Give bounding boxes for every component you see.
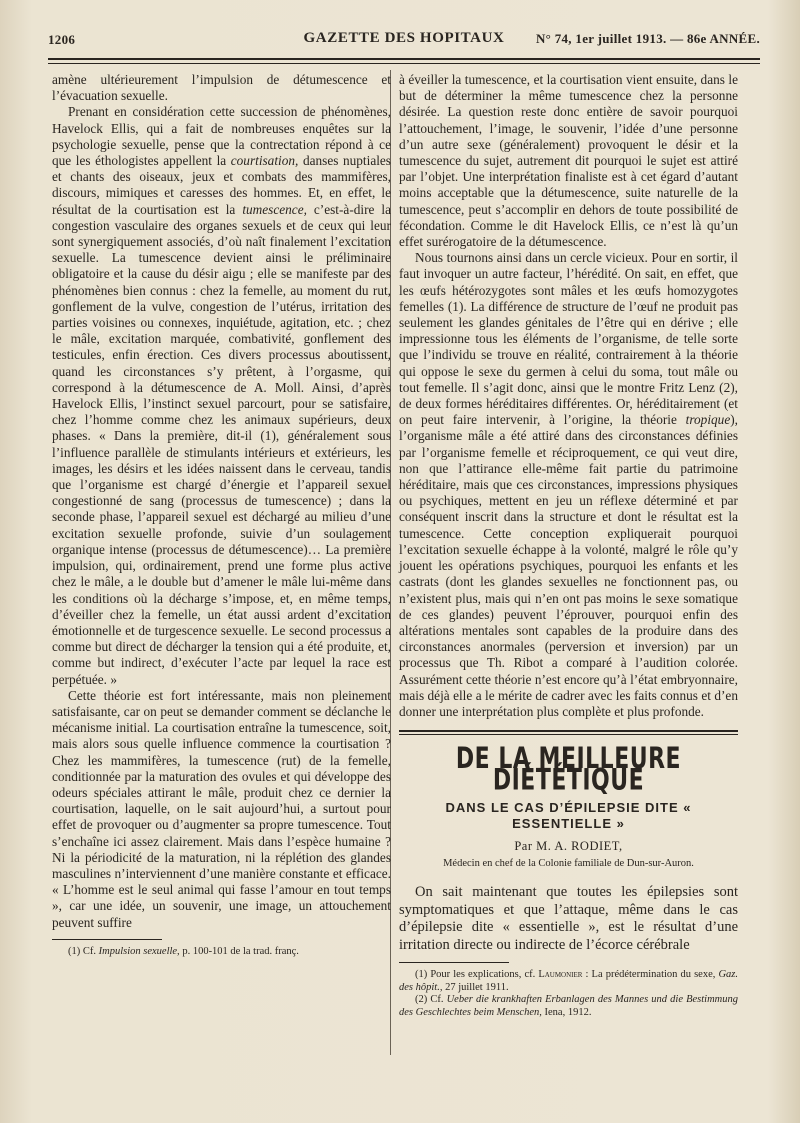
paragraph-text: ), l’organisme mâle a été attiré dans des circonstances définies par l’organisme femelle et réciproquement, ce qui veut dire, non que l’attirance elle-même fait partie du patrimoine héréditaire, mais que ces circonstances, impressions physiques ou psychiques, mettent en jeu un réflexe déterminé et par conséquent inscrit dans la structure et dont le résultat est la tumescence. Cette conception expliquerait pourquoi l’excitation sexuelle échappe à la volonté, malgré le rôle qu’y jouent les opérations psychiques, pourquoi les enfants et les castrats (dont les glandes sexuelles ne fonctionnent pas, ou n’existent plus, mais qui n’en ont pas moins le sexe somatique de ces glandes) peuvent l’éprouver, pourquoi enfin des altérations mentales sont capables de la produire dans des circonstances anormales (perversion et inversion) par un processus que Th. Ribot a comparé à l’audition colorée. Assurément cette théorie n’est encore qu’à l’état embryonnaire, mais déjà elle a le mérite de cadrer avec les faits connus et d’en donner une interprétation plus complète et plus profonde. xyxy=(399,412,738,719)
paragraph xyxy=(52,104,391,687)
article-subtitle: DANS LE CAS D’ÉPILEPSIE DITE « ESSENTIELLE » xyxy=(445,799,692,831)
footnote-text: (1) Cf. xyxy=(68,945,99,957)
italic-term: tropique xyxy=(685,412,731,428)
footnote-italic: Gaz. des hôpit., xyxy=(399,969,738,993)
header-rule-thin xyxy=(48,63,760,64)
paragraph-text: à éveiller la tumescence, et la courtisation vient ensuite, dans le but de déterminer la même tumescence chez la personne désirée. La question reste donc entière de savoir pourquoi l’attouchement, l’image, le souvenir, l’idée d’une personne d’un autre sexe (généralement) provoquent le désir et la tumescence du sujet, autrement dit pourquoi le sujet est attiré par l’objet. Une interprétation finaliste est à cet égard d’autant moins acceptable que la détumescence, suite naturelle de la tumescence, peut s’accomplir en dehors de toute possibilité de fécondation. Comme le dit Havelock Ellis, ce n’est là qu’un effet surérogatoire de la détumescence. xyxy=(399,72,738,250)
footnote xyxy=(399,994,738,1019)
article-rule-thin xyxy=(399,734,738,735)
paragraph xyxy=(52,72,391,104)
paragraph-text: Nous tournons ainsi dans un cercle vicieux. Pour en sortir, il faut invoquer un autre facteur, l’hérédité. On sait, en effet, que les œufs hétérozygotes sont mâles et les œufs homozygotes femelles (1). La différence de structure de l’œuf ne produit pas seulement les glandes génitales de l’être qui en dérive ; elle impressionne tous les éléments de l’organisme, de telle sorte que l’individu se trouve en réalité, contrairement à la théorie qui oppose le sexe du germen à celui du soma, tout mâle ou tout femelle. Il s’agit donc, ainsi que le montre Fritz Lenz (2), de deux formes héréditaires différentes. Or, héréditairement (et on peut faire intervenir, à l’origine, la théorie xyxy=(399,250,738,428)
paragraph-text: c’est-à-dire la congestion vasculaire des organes sexuels et de ceux qui leur sont synergiquement associés, d’où naît finalement l’excitation sexuelle. La tumescence devient ainsi le préliminaire obligatoire et la cause du désir aigu ; elle se manifeste par des phénomènes bien connus : chez la femelle, au moment du rut, gonflement de la vulve, congestion de l’utérus, irritation des parties voisines ou connexes, inquiétude, agitation, etc. ; chez le mâle, excitation marquée, combativité, gonflement des testicules, enfin érection. Ces divers processus aboutissent, quand les circonstances s’y prêtent, à l’orgasme, qui correspond à la détumescence de A. Moll. Ainsi, d’après Havelock Ellis, l’instinct sexuel parcourt, pour se satisfaire, chez l’homme comme chez les animaux supérieurs, deux phases. « Dans la première, dit-il (1), généralement sous l’influence parallèle de stimulants intérieurs et extérieurs, les images, les désirs et les idées naissent dans le cerveau, tandis que l’organisme est chargé d’énergie et l’appareil sexuel congestionné de sang (processus de tumescence) ; dans la seconde phase, l’appareil sexuel est déchargé au milieu d’une excitation sexuelle profonde, suivie d’un soulagement organique intense (processus de détumescence)… La première impulsion, qui, ordinairement, prend une forme plus active chez le mâle, a le double but d’amener le mâle lui-même dans les conditions où la décharge s’impose, et, en même temps, d’éveiller chez la femelle, un état aussi ardent d’excitation émotionnelle et de turgescence sexuelle. Le second processus a comme but direct de décharger la tension qui a été produite, et, comme but indirect, d’exécuter l’acte par lequel la race est perpétuée. » xyxy=(52,201,392,687)
journal-title: GAZETTE DES HOPITAUX xyxy=(303,30,505,46)
paragraph-text: amène ultérieurement l’impulsion de détumescence et l’évacuation sexuelle. xyxy=(52,72,391,104)
italic-term: tumescence, xyxy=(242,201,307,217)
paragraph-text: danses nuptiales et chants des oiseaux, jeux et combats des mammifères, discours, mimiques et caresses des hommes. Et, en effet, le résultat de la courtisation est la xyxy=(52,153,391,217)
article-byline: Par M. A. RODIET, xyxy=(514,838,623,853)
issue-info: N° 74, 1er juillet 1913. — 86e ANNÉE. xyxy=(535,31,760,46)
article-title: DE LA MEILLEURE DIÉTÉTIQUE xyxy=(455,742,682,798)
paragraph-text: Prenant en considération cette succession de phénomènes, Havelock Ellis, qui a fait de nombreuses enquêtes sur la psychologie sexuelle, pense que la contrectation répond à ce que les éthologistes appellent la xyxy=(52,104,391,169)
paragraph xyxy=(399,250,738,720)
article-lead-paragraph xyxy=(399,884,738,954)
paragraph xyxy=(399,72,738,250)
footnote-text: p. 100-101 de la trad. franç. xyxy=(179,945,299,957)
article-affiliation: Médecin en chef de la Colonie familiale de Dun-sur-Auron. xyxy=(443,858,694,870)
footnote-text: 27 juillet 1911. xyxy=(442,981,509,993)
left-column xyxy=(52,72,391,958)
footnote-rule xyxy=(399,962,509,963)
footnote-text: (2) Cf. xyxy=(415,994,447,1006)
page-number: 1206 xyxy=(48,32,76,47)
footnote-italic: Ueber die krankhaften Erbanlagen des Mannes und die Bestimmung des Geschlechtes beim Menschen, xyxy=(399,994,738,1018)
header-rule-thick xyxy=(48,58,760,60)
footnote-rule xyxy=(52,939,162,940)
footnote-text: Iena, 1912. xyxy=(541,1006,592,1018)
page-header xyxy=(48,30,760,52)
footnote-author: Laumonier xyxy=(538,969,583,981)
paragraph-text: Cette théorie est fort intéressante, mais non pleinement satisfaisante, car on peut se demander comment se déclanche le mécanisme initial. La courtisation entraîne la tumescence, soit, mais alors sous quelle influence commence la courtisation ? Chez les mammifères, la tumescence (rut) de la femelle, conditionnée par la maturation des ovules et qui développe des odeurs spéciales attirant le mâle, produit chez ce dernier la courtisation, laquelle, on le sait aujourd’hui, a surtout pour effet de provoquer ou d’augmenter sa propre tumescence. Tout s’enchaîne ici assez clairement. Mais dans l’espèce humaine ? Ni la périodicité de la maturation, ni la réplétion des glandes masculines n’interviennent d’une manière constante et efficace. « L’homme est le seul animal qui fasse l’amour en tout temps », car une idée, un souvenir, une image, un attouchement peuvent suffire xyxy=(52,687,391,930)
footnote-italic: Impulsion sexuelle, xyxy=(98,945,180,957)
italic-term: courtisation, xyxy=(230,153,299,169)
footnote-text: : La prédétermination du sexe, xyxy=(582,969,719,981)
paragraph-text: On sait maintenant que toutes les épilepsies sont symptomatiques et que l’attaque, même dans le cas d’épilepsie dite « essentielle », est le résultat d’une irritation directe ou indirecte de l’écorce cérébrale xyxy=(399,884,738,953)
right-column xyxy=(399,72,738,1019)
article-rule-thick xyxy=(399,730,738,732)
paragraph xyxy=(52,688,391,931)
footnote-text: (1) Pour les explications, cf. xyxy=(415,969,539,981)
footnote xyxy=(399,969,738,994)
footnote xyxy=(52,946,391,959)
